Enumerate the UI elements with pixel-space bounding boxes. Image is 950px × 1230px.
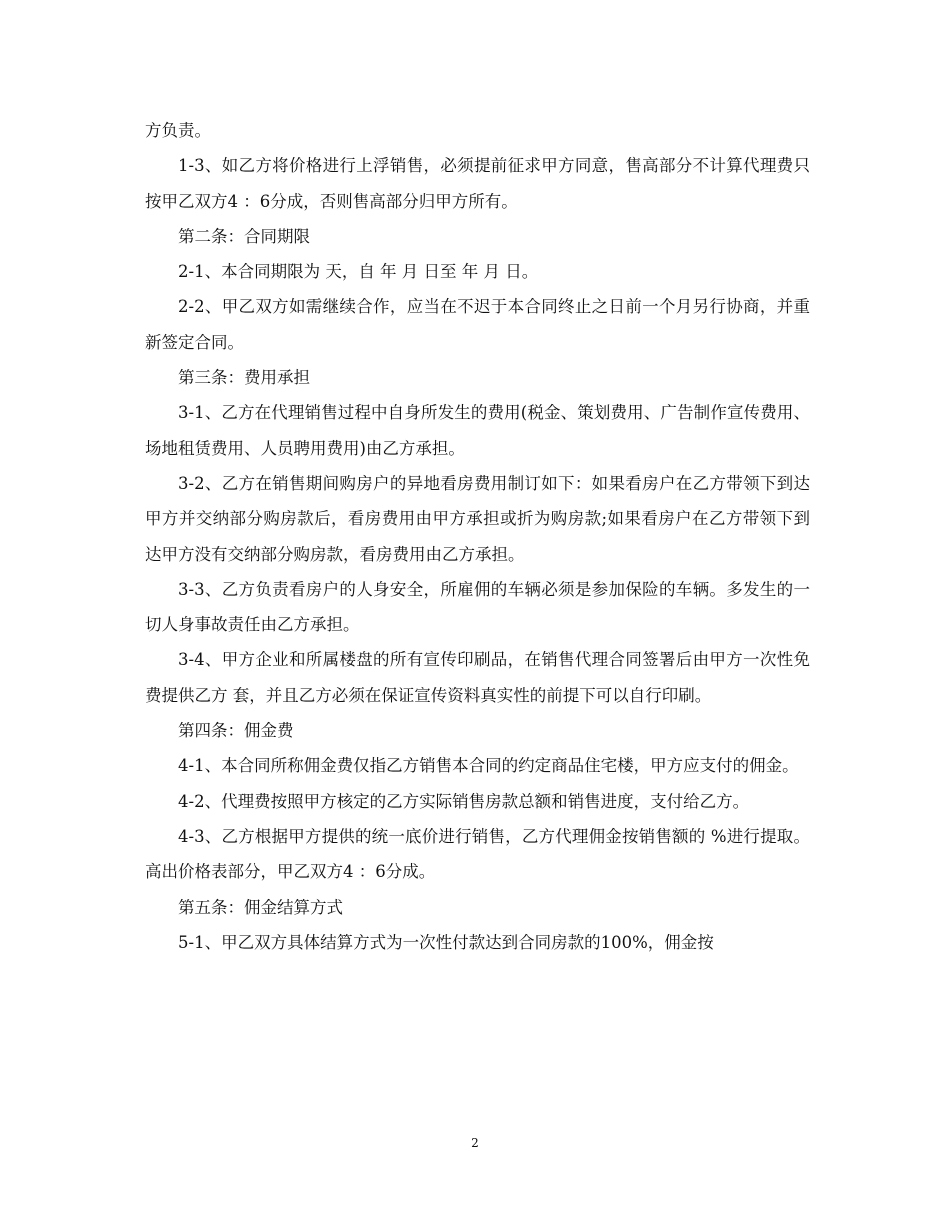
paragraph: 3-2、乙方在销售期间购房户的异地看房费用制订如下：如果看房户在乙方带领下到达甲方并交纳部分购房款后，看房费用由甲方承担或折为购房款;如果看房户在乙方带领下到达甲方没有交纳部分购房款，看房费用由乙方承担。	[145, 473, 810, 564]
paragraph: 3-1、乙方在代理销售过程中自身所发生的费用(税金、策划费用、广告制作宣传费用、场地租赁费用、人员聘用费用)由乙方承担。	[145, 403, 810, 458]
document-body	[145, 113, 810, 960]
paragraph: 第五条：佣金结算方式	[178, 897, 343, 917]
paragraph: 3-4、甲方企业和所属楼盘的所有宣传印刷品，在销售代理合同签署后由甲方一次性免费提供乙方 套，并且乙方必须在保证宣传资料真实性的前提下可以自行印刷。	[145, 650, 810, 705]
paragraph: 1-3、如乙方将价格进行上浮销售，必须提前征求甲方同意，售高部分不计算代理费只按甲乙双方4 ：6分成，否则售高部分归甲方所有。	[145, 156, 810, 211]
paragraph: 3-3、乙方负责看房户的人身安全，所雇佣的车辆必须是参加保险的车辆。多发生的一切人身事故责任由乙方承担。	[145, 579, 810, 635]
paragraph: 4-1、本合同所称佣金费仅指乙方销售本合同的约定商品住宅楼，甲方应支付的佣金。	[178, 756, 799, 776]
paragraph: 5-1、甲乙双方具体结算方式为一次性付款达到合同房款的100%，佣金按	[178, 932, 714, 952]
paragraph: 第二条：合同期限	[178, 226, 310, 246]
paragraph: 方负责。	[145, 121, 211, 140]
paragraph: 第三条：费用承担	[178, 368, 310, 388]
paragraph: 2-2、甲乙双方如需继续合作，应当在不迟于本合同终止之日前一个月另行协商，并重新签定合同。	[145, 297, 810, 352]
page-number: 2	[471, 1136, 479, 1150]
paragraph: 第四条：佣金费	[178, 721, 294, 741]
paragraph: 4-2、代理费按照甲方核定的乙方实际销售房款总额和销售进度，支付给乙方。	[178, 791, 750, 811]
paragraph: 2-1、本合同期限为 天，自 年 月 日至 年 月 日。	[178, 262, 539, 282]
paragraph: 4-3、乙方根据甲方提供的统一底价进行销售，乙方代理佣金按销售额的 %进行提取。高出价格表部分，甲乙双方4 ：6分成。	[145, 826, 810, 882]
